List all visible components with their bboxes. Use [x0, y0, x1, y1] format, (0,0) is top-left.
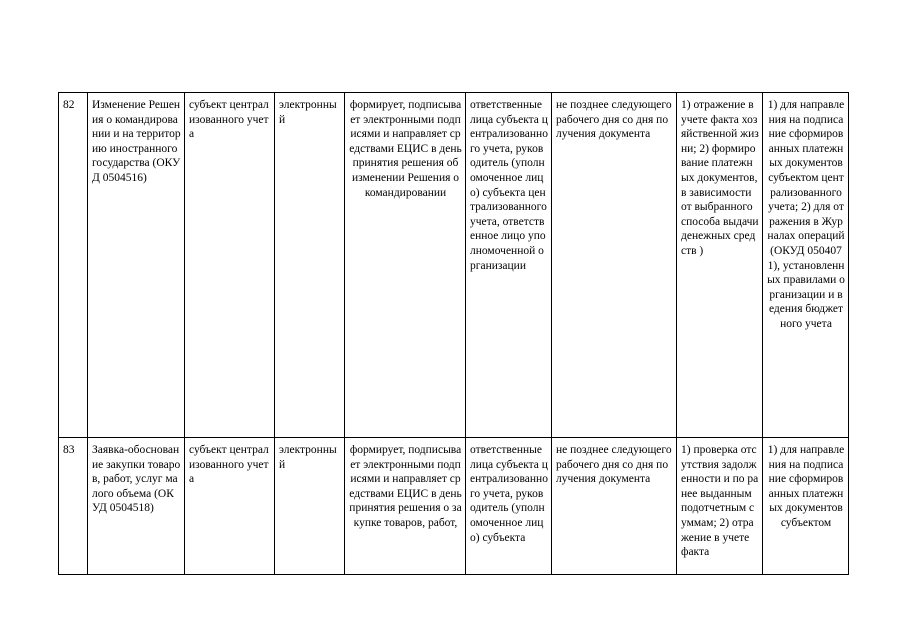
row-number-cell: 83 [59, 438, 88, 575]
subject-cell: субъект централизованного учета [185, 438, 275, 575]
subject-cell: субъект централизованного учета [185, 93, 275, 438]
format-cell: электронный [275, 93, 345, 438]
responsible-cell: ответственные лица субъекта централизованного учета, руководитель (уполномоченное лицо) субъекта [466, 438, 552, 575]
deadline-cell: не позднее следующего рабочего дня со дня получения документа [552, 93, 677, 438]
processing-cell: 1) проверка отсутствия задолженности и по ранее выданным подотчетным суммам; 2) отражение в учете факта [677, 438, 763, 575]
direction-cell: 1) для направления на подписание сформированных платежных документов субъектом [763, 438, 849, 575]
table-row [59, 438, 849, 575]
processing-cell: 1) отражение в учете факта хозяйственной жизни; 2) формирование платежных документов, в зависимости от выбранного способа выдачи денежных средств ) [677, 93, 763, 438]
document-name-cell: Изменение Решения о командировании и на территорию иностранного государства (ОКУД 0504516) [88, 93, 185, 438]
table-row [59, 93, 849, 438]
deadline-cell: не позднее следующего рабочего дня со дня получения документа [552, 438, 677, 575]
action-cell: формирует, подписывает электронными подписями и направляет средствами ЕЦИС в день принятия решения о закупке товаров, работ, [345, 438, 466, 575]
row-number-cell: 82 [59, 93, 88, 438]
direction-cell: 1) для направления на подписание сформированных платежных документов субъектом централизованного учета; 2) для отражения в Журналах операций (ОКУД 0504071), установленных правилами организации и ведения бюджетного учета [763, 93, 849, 438]
document-name-cell: Заявка-обоснование закупки товаров, работ, услуг малого объема (ОКУД 0504518) [88, 438, 185, 575]
responsible-cell: ответственные лица субъекта централизованного учета, руководитель (уполномоченное лицо) субъекта централизованного учета, ответственное лицо уполномоченной организации [466, 93, 552, 438]
register-table [58, 92, 849, 575]
format-cell: электронный [275, 438, 345, 575]
action-cell: формирует, подписывает электронными подписями и направляет средствами ЕЦИС в день принятия решения об изменении Решения о командировании [345, 93, 466, 438]
